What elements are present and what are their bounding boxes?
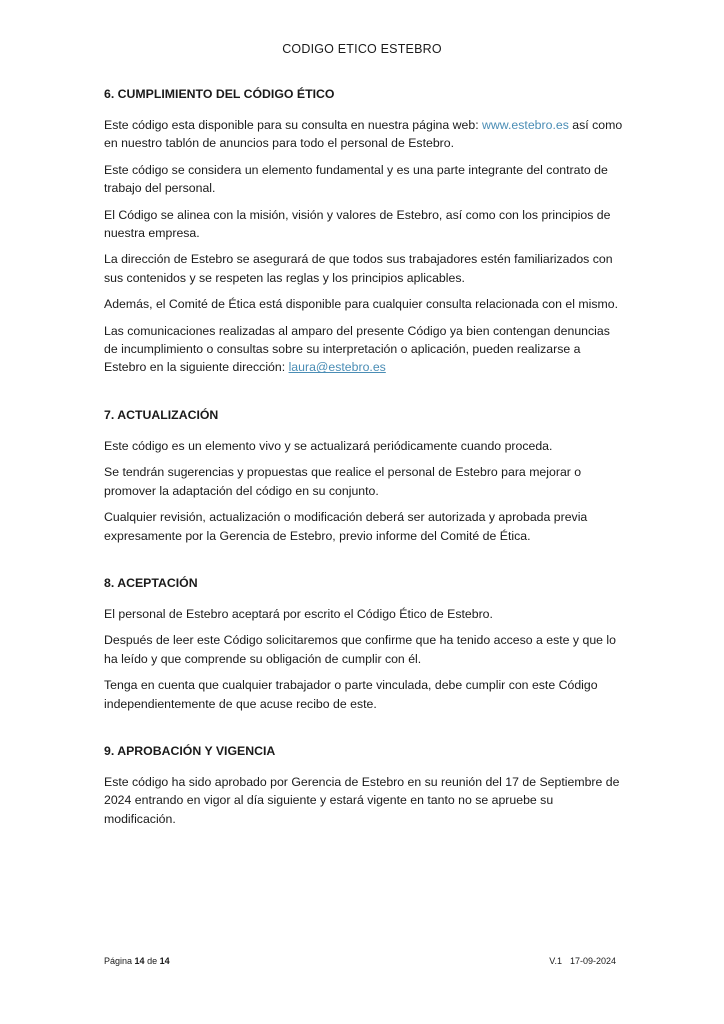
website-link[interactable]: www.estebro.es <box>482 118 569 132</box>
version-date: 17-09-2024 <box>569 956 616 966</box>
page-current: 14 <box>134 956 145 966</box>
section-actualizacion <box>104 407 624 545</box>
document-body <box>104 86 624 858</box>
version-info <box>549 956 616 966</box>
section-title: 8. ACEPTACIÓN <box>104 575 198 590</box>
email-link[interactable]: laura@estebro.es <box>288 360 386 375</box>
paragraph: Cualquier revisión, actualización o modificación deberá ser autorizada y aprobada previa expresamente por la Gerencia de Estebro, previo informe del Comité de Ética. <box>104 510 588 543</box>
paragraph: Este código ha sido aprobado por Gerencia de Estebro en su reunión del 17 de Septiembre de 2024 entrando en vigor al día siguiente y estará vigente en tanto no se apruebe su modificación. <box>104 774 620 826</box>
paragraph <box>104 116 624 153</box>
paragraph: El Código se alinea con la misión, visión y valores de Estebro, así como con los principios de nuestra empresa. <box>104 207 611 241</box>
section-cumplimiento <box>104 86 624 377</box>
version-label: V.1 <box>549 956 562 966</box>
page-label: Página <box>104 956 133 966</box>
paragraph: El personal de Estebro aceptará por escrito el Código Ético de Estebro. <box>104 606 493 621</box>
page-number <box>104 956 170 966</box>
paragraph-text: Este código esta disponible para su consulta en nuestra página web: <box>104 118 483 132</box>
section-title: 7. ACTUALIZACIÓN <box>104 407 219 422</box>
paragraph: Se tendrán sugerencias y propuestas que realice el personal de Estebro para mejorar o promover la adaptación del código en su conjunto. <box>104 465 582 498</box>
section-aceptacion <box>104 575 624 713</box>
page-of: de <box>147 956 158 966</box>
page-total: 14 <box>159 956 170 966</box>
paragraph <box>104 322 624 377</box>
paragraph: Este código es un elemento vivo y se actualizará periódicamente cuando proceda. <box>104 438 553 453</box>
paragraph: Además, el Comité de Ética está disponible para cualquier consulta relacionada con el mismo. <box>104 297 619 312</box>
section-aprobacion <box>104 743 624 828</box>
section-title: 6. CUMPLIMIENTO DEL CÓDIGO ÉTICO <box>104 87 335 101</box>
section-title: 9. APROBACIÓN Y VIGENCIA <box>104 743 276 758</box>
paragraph-text: así como en nuestro tablón de anuncios para todo el personal de Estebro. <box>104 118 623 151</box>
paragraph: Este código se considera un elemento fundamental y es una parte integrante del contrato de trabajo del personal. <box>104 162 608 196</box>
paragraph-text: Las comunicaciones realizadas al amparo del presente Código ya bien contengan denuncias de incumplimiento o consultas sobre su interpretación o aplicación, pueden realizarse a Estebro en la siguiente dirección: <box>104 323 610 375</box>
page-header-title: CODIGO ETICO ESTEBRO <box>282 42 442 56</box>
paragraph: Tenga en cuenta que cualquier trabajador o parte vinculada, debe cumplir con este Código independientemente de que acuse recibo de este. <box>104 678 598 711</box>
paragraph: La dirección de Estebro se asegurará de que todos sus trabajadores estén familiarizados con sus contenidos y se respeten las reglas y los principios aplicables. <box>104 252 613 285</box>
paragraph: Después de leer este Código solicitaremos que confirme que ha tenido acceso a este y que lo ha leído y que comprende su obligación de cumplir con él. <box>104 633 616 666</box>
